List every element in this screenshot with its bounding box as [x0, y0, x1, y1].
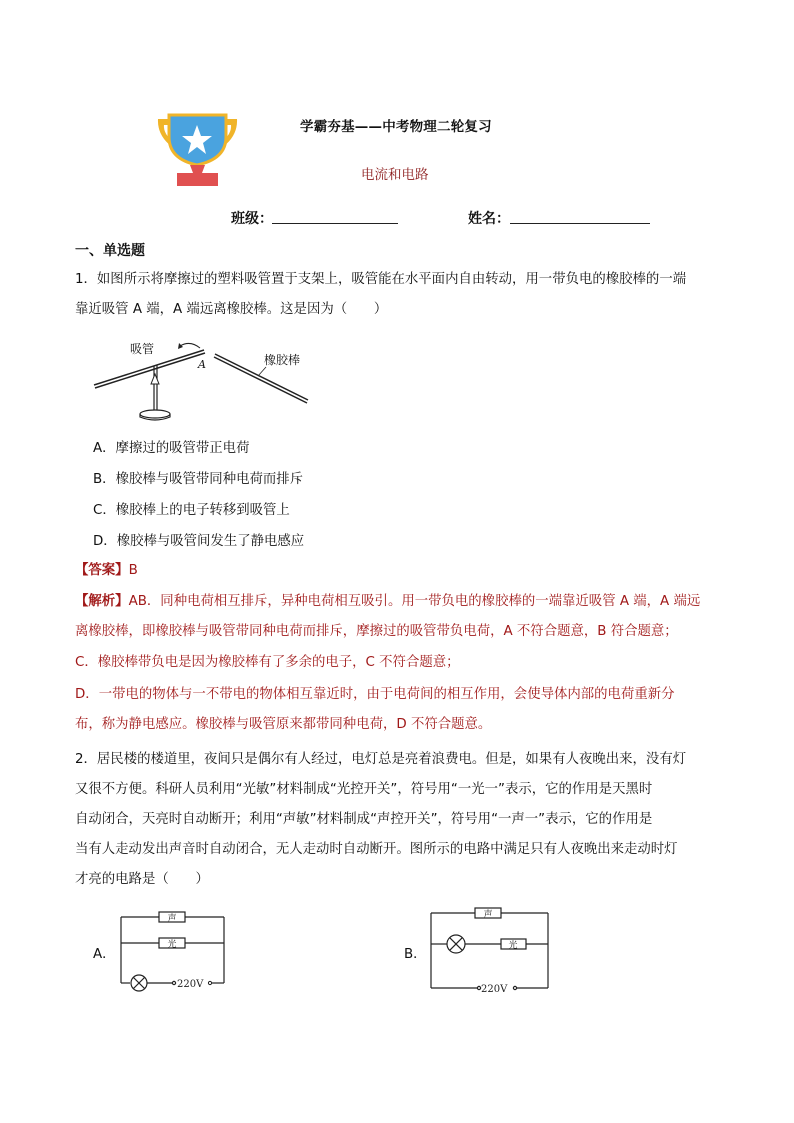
- section-heading: 一、单选题: [75, 243, 145, 259]
- q2-option-b-label[interactable]: B．: [404, 947, 427, 962]
- stand-tip: [151, 374, 159, 384]
- q1-option-c[interactable]: C．橡胶棒上的电子转移到吸管上: [93, 503, 290, 518]
- q1-analysis-line4: D．一带电的物体与一不带电的物体相互靠近时，由于电荷间的相互作用，会使导体内部的电荷重新分: [75, 687, 675, 702]
- straw-bottom-edge: [95, 353, 205, 388]
- q2-option-a-label[interactable]: A．: [93, 947, 116, 962]
- straw-label: 吸管: [130, 342, 155, 356]
- stand-base: [140, 410, 170, 418]
- voltage-label: 220V: [481, 984, 508, 995]
- rotation-arrow-icon: [180, 343, 200, 348]
- q2-stem-line2: 又很不方便。科研人员利用“光敏”材料制成“光控开关”，符号用“一光一”表示，它的作用是天黑时: [75, 782, 653, 797]
- q1-option-d[interactable]: D．橡胶棒与吸管间发生了静电感应: [93, 534, 305, 549]
- name-label: 姓名：: [468, 211, 510, 227]
- q1-stem-line2: 靠近吸管 A 端，A 端远离橡胶棒。这是因为（ ）: [75, 302, 388, 317]
- q1-analysis-line3: C．橡胶棒带负电是因为橡胶棒有了多余的电子，C 不符合题意；: [75, 655, 460, 670]
- trophy-logo-icon: [155, 113, 240, 188]
- document-subtitle: 电流和电路: [361, 167, 429, 183]
- circuit-b-diagram[interactable]: [423, 903, 553, 995]
- rod-label: 橡胶棒: [264, 353, 301, 367]
- q1-answer: [75, 561, 138, 581]
- q1-stem-line1: 1．如图所示将摩擦过的塑料吸管置于支架上，吸管能在水平面内自由转动，用一带负电的橡胶棒的一端: [75, 272, 687, 287]
- circuit-a-diagram[interactable]: [112, 905, 232, 995]
- q1-option-b[interactable]: B．橡胶棒与吸管带同种电荷而排斥: [93, 472, 304, 487]
- sound-switch-label: 声: [167, 914, 177, 924]
- class-label: 班级：: [231, 211, 273, 227]
- sound-switch-label: 声: [483, 910, 493, 920]
- answer-value: B: [128, 563, 138, 578]
- q1-analysis-line2: 离橡胶棒，即橡胶棒与吸管带同种电荷而排斥，摩擦过的吸管带负电荷，A 不符合题意，B 符合题意；: [75, 624, 678, 639]
- class-input[interactable]: [272, 209, 398, 224]
- light-switch-label: 光: [508, 941, 518, 951]
- q2-stem-line3: 自动闭合，天亮时自动断开；利用“声敏”材料制成“声控开关”，符号用“一声一”表示，它的作用是: [75, 812, 653, 827]
- light-switch-label: 光: [167, 940, 177, 950]
- q1-figure: [88, 334, 318, 426]
- document-title: 学霸夯基——中考物理二轮复习: [300, 119, 492, 135]
- analysis-text: AB．同种电荷相互排斥，异种电荷相互吸引。用一带负电的橡胶棒的一端靠近吸管 A 端，A 端远: [128, 594, 701, 609]
- voltage-label: 220V: [177, 979, 204, 990]
- name-input[interactable]: [510, 209, 650, 224]
- q1-analysis-line1: [75, 592, 700, 612]
- q2-stem-line1: 2．居民楼的楼道里，夜间只是偶尔有人经过，电灯总是亮着浪费电。但是，如果有人夜晚出来，没有灯: [75, 752, 687, 767]
- answer-tag: 【答案】: [75, 563, 129, 578]
- analysis-tag: 【解析】: [75, 594, 129, 609]
- q2-stem-line5: 才亮的电路是（ ）: [75, 872, 209, 887]
- q2-stem-line4: 当有人走动发出声音时自动闭合，无人走动时自动断开。图所示的电路中满足只有人夜晚出来走动时灯: [75, 842, 678, 857]
- q1-analysis-line5: 布，称为静电感应。橡胶棒与吸管原来都带同种电荷，D 不符合题意。: [75, 717, 492, 732]
- point-a-label: A: [198, 358, 206, 371]
- q1-option-a[interactable]: A．摩擦过的吸管带正电荷: [93, 441, 250, 456]
